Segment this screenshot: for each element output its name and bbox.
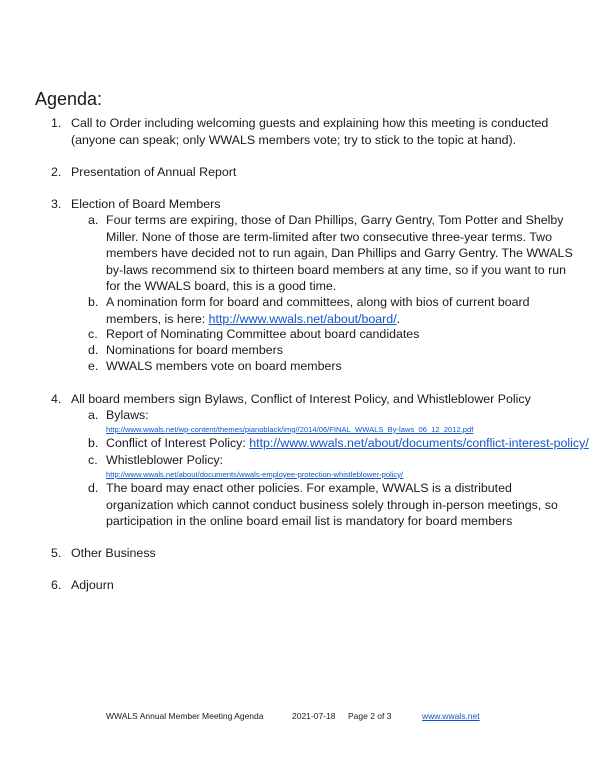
item-number: 4.	[51, 392, 62, 406]
agenda-item-other-business: Other Business	[71, 546, 156, 560]
footer-page-number: Page 2 of 3	[348, 711, 392, 721]
agenda-item-sign-policies: All board members sign Bylaws, Conflict of Interest Policy, and Whistleblower Policy	[71, 392, 531, 406]
subitem-letter: b.	[88, 436, 99, 450]
subitem-text: Conflict of Interest Policy:	[106, 436, 250, 450]
board-page-link[interactable]: http://www.wwals.net/about/board/	[208, 311, 397, 326]
subitem-letter: d.	[88, 481, 99, 495]
agenda-item-adjourn: Adjourn	[71, 578, 114, 592]
bylaws-link[interactable]: http://www.wwals.net/wp-content/themes/pianoblack/img//2014/06/FINAL_WWALS_By-laws_06_12_2012.pdf	[106, 424, 474, 434]
footer-site-link[interactable]: www.wwals.net	[422, 711, 480, 721]
subitem-nominating-report: Report of Nominating Committee about board candidates	[106, 327, 420, 341]
subitem-letter: b.	[88, 295, 99, 309]
subitem-letter: e.	[88, 359, 99, 373]
footer-date: 2021-07-18	[292, 711, 336, 721]
subitem-text: A nomination form for board and committees, along with bios of current board members, is here:	[106, 295, 530, 326]
subitem-letter: c.	[88, 327, 98, 341]
subitem-conflict-policy	[106, 435, 589, 452]
subitem-nominations: Nominations for board members	[106, 343, 283, 357]
item-number: 2.	[51, 165, 62, 179]
whistleblower-link[interactable]: http://www.wwals.net/about/documents/wwals-employee-protection-whistleblower-policy/	[106, 469, 404, 479]
subitem-letter: a.	[88, 213, 99, 227]
item-number: 3.	[51, 197, 62, 211]
agenda-item-election: Election of Board Members	[71, 197, 221, 211]
page-title: Agenda:	[35, 89, 103, 109]
subitem-nomination-form	[106, 294, 576, 327]
item-number: 6.	[51, 578, 62, 592]
subitem-expiring-terms: Four terms are expiring, those of Dan Phillips, Garry Gentry, Tom Potter and Shelby Miller. None of those are term-limited after two consecutive three-year terms. Two members have decided not to run again, Dan Phillips and Garry Gentry. The WWALS by-laws recommend six to thirteen board members at any time, so if you want to run for the WWALS board, this is a good time.	[106, 213, 573, 293]
item-number: 1.	[51, 116, 62, 130]
subitem-bylaws	[106, 407, 576, 435]
subitem-whistleblower	[106, 452, 576, 480]
subitem-letter: d.	[88, 343, 99, 357]
trailing-period: .	[396, 311, 401, 326]
subitem-text: Whistleblower Policy:	[106, 453, 224, 467]
subitem-other-policies: The board may enact other policies. For example, WWALS is a distributed organization which cannot conduct business solely through in-person meetings, so participation in the online board email list is mandatory for board members	[106, 481, 558, 528]
footer-title: WWALS Annual Member Meeting Agenda	[106, 711, 264, 721]
agenda-item-annual-report: Presentation of Annual Report	[71, 165, 237, 179]
item-number: 5.	[51, 546, 62, 560]
agenda-item-call-to-order: Call to Order including welcoming guests and explaining how this meeting is conducted (anyone can speak; only WWALS members vote; try to stick to the topic at hand).	[71, 116, 549, 147]
subitem-letter: c.	[88, 453, 98, 467]
subitem-text: Bylaws:	[106, 408, 149, 422]
conflict-policy-link[interactable]: http://www.wwals.net/about/documents/conflict-interest-policy/	[249, 436, 589, 450]
subitem-vote: WWALS members vote on board members	[106, 359, 342, 373]
subitem-letter: a.	[88, 408, 99, 422]
